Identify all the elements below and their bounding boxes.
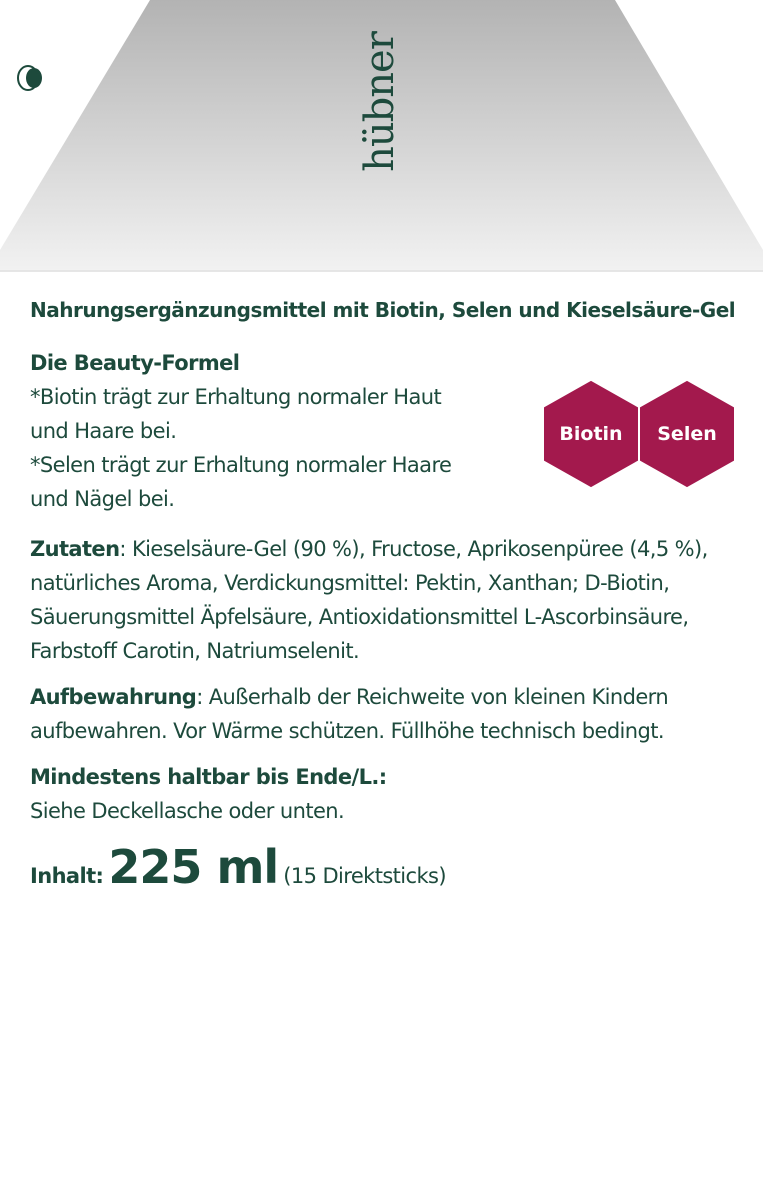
badge-biotin bbox=[545, 382, 637, 486]
brand-logo: hübner bbox=[357, 32, 403, 172]
ingredients-line: : Kieselsäure-Gel (90 %), Fructose, Aprikosenpüree (4,5 %), bbox=[119, 537, 708, 561]
beauty-line: *Biotin trägt zur Erhaltung normaler Haut bbox=[30, 385, 442, 409]
box-top-panel bbox=[0, 0, 763, 272]
nutrient-badges bbox=[542, 380, 738, 488]
product-headline: Nahrungsergänzungsmittel mit Biotin, Selen und Kieselsäure-Gel bbox=[30, 298, 736, 322]
best-before-text: Siehe Deckellasche oder unten. bbox=[30, 799, 345, 823]
content-section bbox=[30, 840, 446, 894]
badge-selen bbox=[641, 382, 733, 486]
beauty-line: und Haare bei. bbox=[30, 419, 177, 443]
ingredients-line: Farbstoff Carotin, Natriumselenit. bbox=[30, 639, 360, 663]
content-amount: 225 ml bbox=[108, 840, 279, 894]
beauty-line: und Nägel bei. bbox=[30, 487, 175, 511]
beauty-title: Die Beauty-Formel bbox=[30, 351, 240, 375]
badge-selen-label: Selen bbox=[657, 423, 717, 445]
storage-line: : Außerhalb der Reichweite von kleinen Kindern bbox=[196, 685, 669, 709]
content-detail: (15 Direktsticks) bbox=[283, 864, 446, 888]
storage-label: Aufbewahrung bbox=[30, 685, 197, 709]
ingredients-line: natürliches Aroma, Verdickungsmittel: Pektin, Xanthan; D-Biotin, bbox=[30, 571, 670, 595]
storage-section bbox=[30, 680, 668, 748]
storage-line: aufbewahren. Vor Wärme schützen. Füllhöhe technisch bedingt. bbox=[30, 719, 664, 743]
ingredients-label: Zutaten bbox=[30, 537, 120, 561]
ingredients-line: Säuerungsmittel Äpfelsäure, Antioxidationsmittel L-Ascorbinsäure, bbox=[30, 605, 689, 629]
best-before-label: Mindestens haltbar bis Ende/L.: bbox=[30, 765, 387, 789]
beauty-line: *Selen trägt zur Erhaltung normaler Haare bbox=[30, 453, 452, 477]
content-label: Inhalt: bbox=[30, 864, 104, 888]
beauty-section bbox=[30, 346, 451, 516]
brand-emblem-icon bbox=[0, 0, 104, 100]
badge-biotin-label: Biotin bbox=[559, 423, 623, 445]
best-before-section bbox=[30, 760, 387, 828]
ingredients-section bbox=[30, 532, 708, 668]
